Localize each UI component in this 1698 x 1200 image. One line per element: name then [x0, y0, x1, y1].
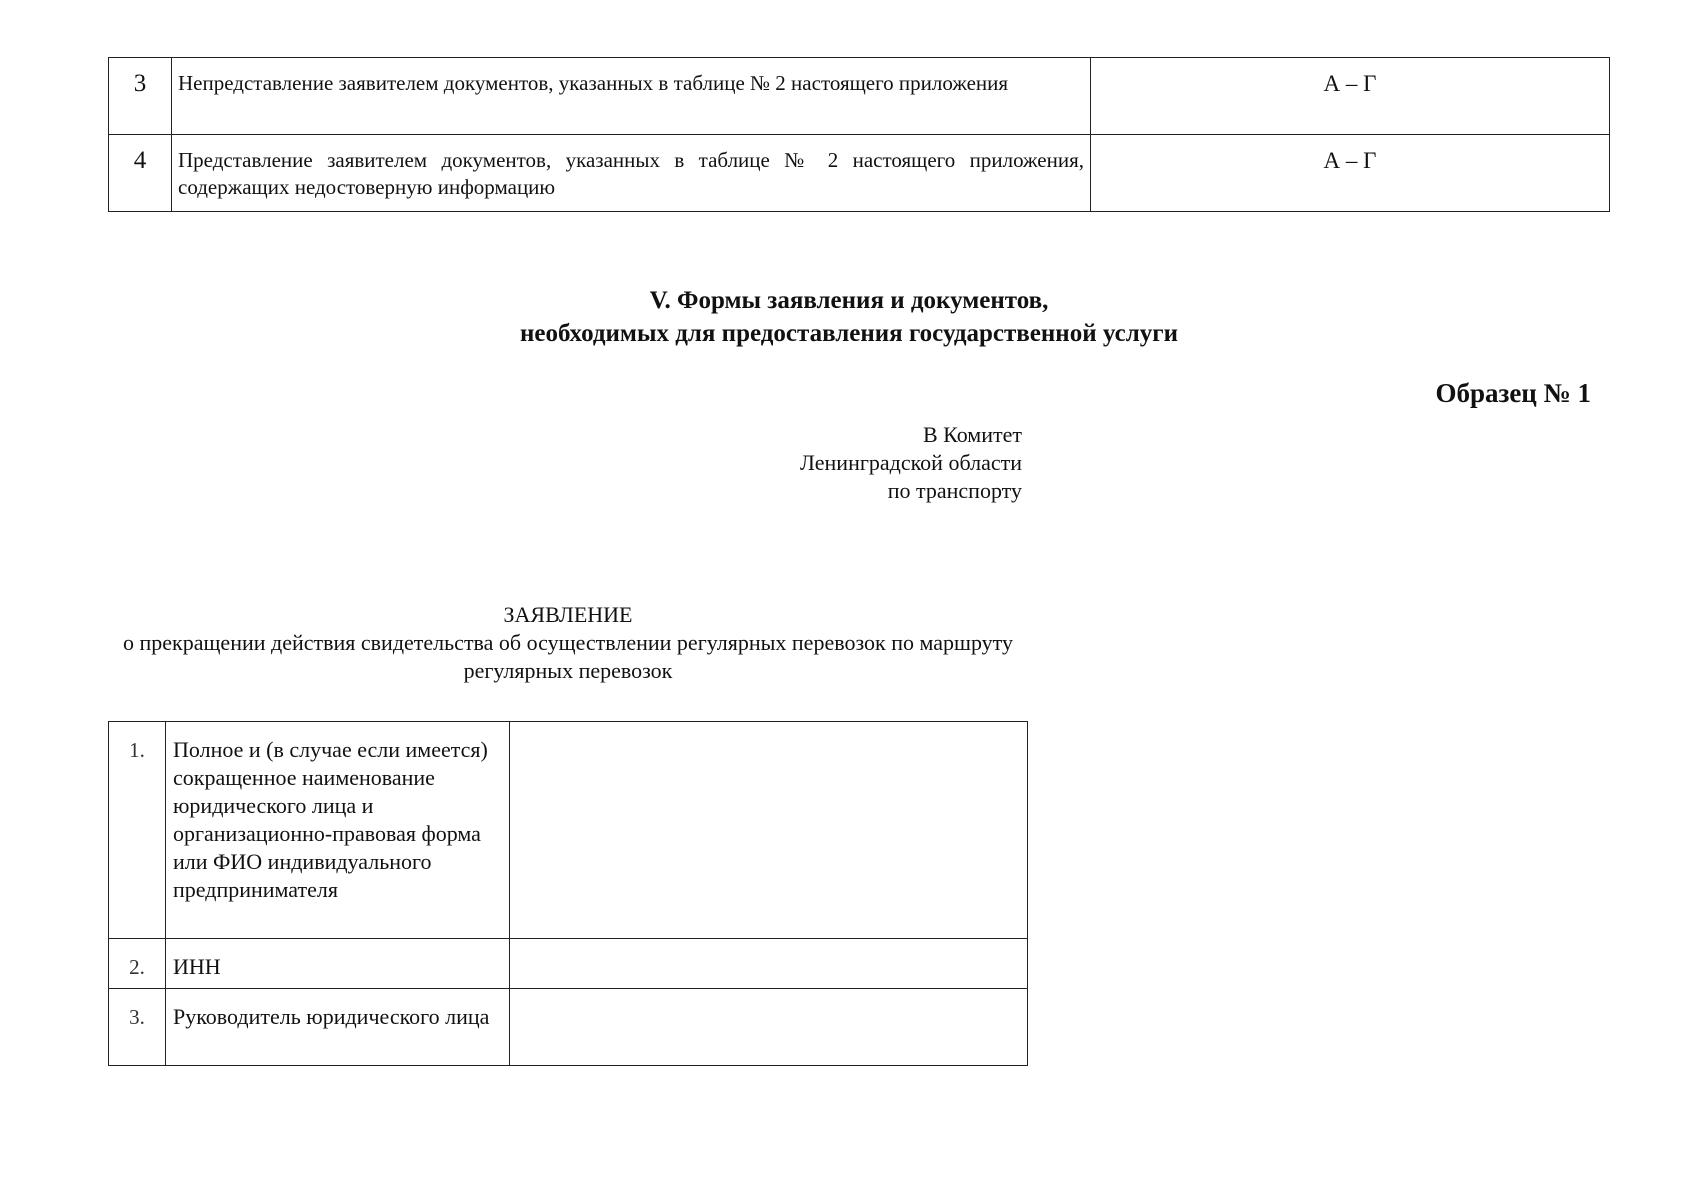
- addressee-line-3: по транспорту: [887, 478, 1022, 503]
- section-heading-line-1: V. Формы заявления и документов,: [649, 287, 1049, 314]
- sample-label: Образец № 1: [1435, 378, 1591, 408]
- table-row: [109, 989, 1028, 1066]
- application-title-block: [108, 601, 1028, 685]
- section-heading: [0, 284, 1698, 350]
- form-row-number: 1.: [109, 722, 166, 939]
- form-row-value-field[interactable]: [510, 989, 1028, 1066]
- addressee-line-1: В Комитет: [922, 422, 1022, 447]
- form-row-value-field[interactable]: [510, 722, 1028, 939]
- reasons-table: [108, 57, 1610, 212]
- row-grounds: А – Г: [1091, 135, 1610, 212]
- form-row-value-field[interactable]: [510, 939, 1028, 989]
- table-row: [109, 722, 1028, 939]
- form-row-label: ИНН: [166, 939, 510, 989]
- row-number: 4: [109, 135, 172, 212]
- row-description: Представление заявителем документов, указанных в таблице № 2 настоящего приложения, содержащих недостоверную информацию: [172, 135, 1091, 212]
- application-title: ЗАЯВЛЕНИЕ: [503, 602, 633, 627]
- row-number: 3: [109, 58, 172, 135]
- application-form-table: [108, 721, 1028, 1066]
- table-row: [109, 939, 1028, 989]
- form-row-number: 3.: [109, 989, 166, 1066]
- table-row: [109, 58, 1610, 135]
- row-description: Непредставление заявителем документов, указанных в таблице № 2 настоящего приложения: [172, 58, 1091, 135]
- form-row-label: Руководитель юридического лица: [166, 989, 510, 1066]
- addressee-block: [800, 421, 1022, 505]
- form-row-number: 2.: [109, 939, 166, 989]
- section-heading-line-2: необходимых для предоставления государственной услуги: [520, 320, 1178, 347]
- row-grounds: А – Г: [1091, 58, 1610, 135]
- table-row: [109, 135, 1610, 212]
- application-subtitle: о прекращении действия свидетельства об осуществлении регулярных перевозок по маршруту регулярных перевозок: [123, 630, 1013, 683]
- addressee-line-2: Ленинградской области: [800, 450, 1022, 475]
- form-row-label: Полное и (в случае если имеется) сокращенное наименование юридического лица и организационно-правовая форма или ФИО индивидуального предпринимателя: [166, 722, 510, 939]
